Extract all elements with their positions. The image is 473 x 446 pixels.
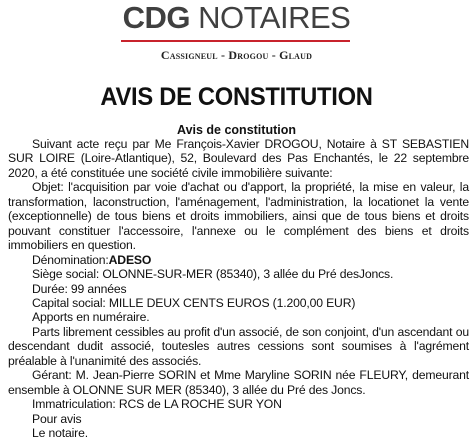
logo <box>0 0 473 36</box>
capital-paragraph: Capital social: MILLE DEUX CENTS EUROS (1.200,00 EUR) <box>32 295 356 310</box>
intro-paragraph: Suivant acte reçu par Me François-Xavier DROGOU, Notaire à ST SEBASTIEN SUR LOIRE (Loire-Atlantique), 52, Boulevard des Pas Enchantés, le 22 septembre 2020, a été constituée une société civile immobilière suivante: <box>8 137 469 180</box>
objet-paragraph: Objet: l'acquisition par voie d'achat ou d'apport, la propriété, la mise en valeur, la transformation, laconstruction, l'aménagement, l'administration, la locationet la vente (exceptionnelle) de tous biens et droits immobiliers, ainsi que de tous biens et droits pouvant constituer l'accessoire, l'annexe ou le complément des biens et droits immobiliers en question. <box>8 180 469 253</box>
immatriculation-paragraph: Immatriculation: RCS de LA ROCHE SUR YON <box>32 397 282 412</box>
denomination-label: Dénomination: <box>32 252 109 267</box>
logo-divider <box>121 40 350 42</box>
siege-paragraph: Siège social: OLONNE-SUR-MER (85340), 3 allée du Pré desJoncs. <box>32 267 394 282</box>
logo-cdg: CDG <box>122 0 191 35</box>
parts-paragraph: Parts librement cessibles au profit d'un associé, de son conjoint, d'un ascendant ou descendant dudit associé, toutesles autres cessions sont soumises à l'agrément préalable à l'unanimité des associés. <box>8 324 469 368</box>
partners-line: Cassigneul - Drogou - Glaud <box>160 48 313 62</box>
signature: Le notaire. <box>32 426 88 441</box>
gerant-paragraph: Gérant: M. Jean-Pierre SORIN et Mme Maryline SORIN née FLEURY, demeurant ensemble à OLONNE SUR MER (85340), 3 allée du Pré des Joncs. <box>8 368 469 397</box>
duree-paragraph: Durée: 99 années <box>32 281 127 296</box>
section-subtitle: Avis de constitution <box>177 123 296 137</box>
notice-body <box>8 137 469 441</box>
page-title: AVIS DE CONSTITUTION <box>100 83 373 111</box>
logo-notaires: NOTAIRES <box>198 0 351 35</box>
denomination-paragraph <box>8 253 469 267</box>
denomination-value: ADESO <box>108 252 152 267</box>
apports-paragraph: Apports en numéraire. <box>32 310 150 325</box>
pour-avis: Pour avis <box>32 411 82 426</box>
